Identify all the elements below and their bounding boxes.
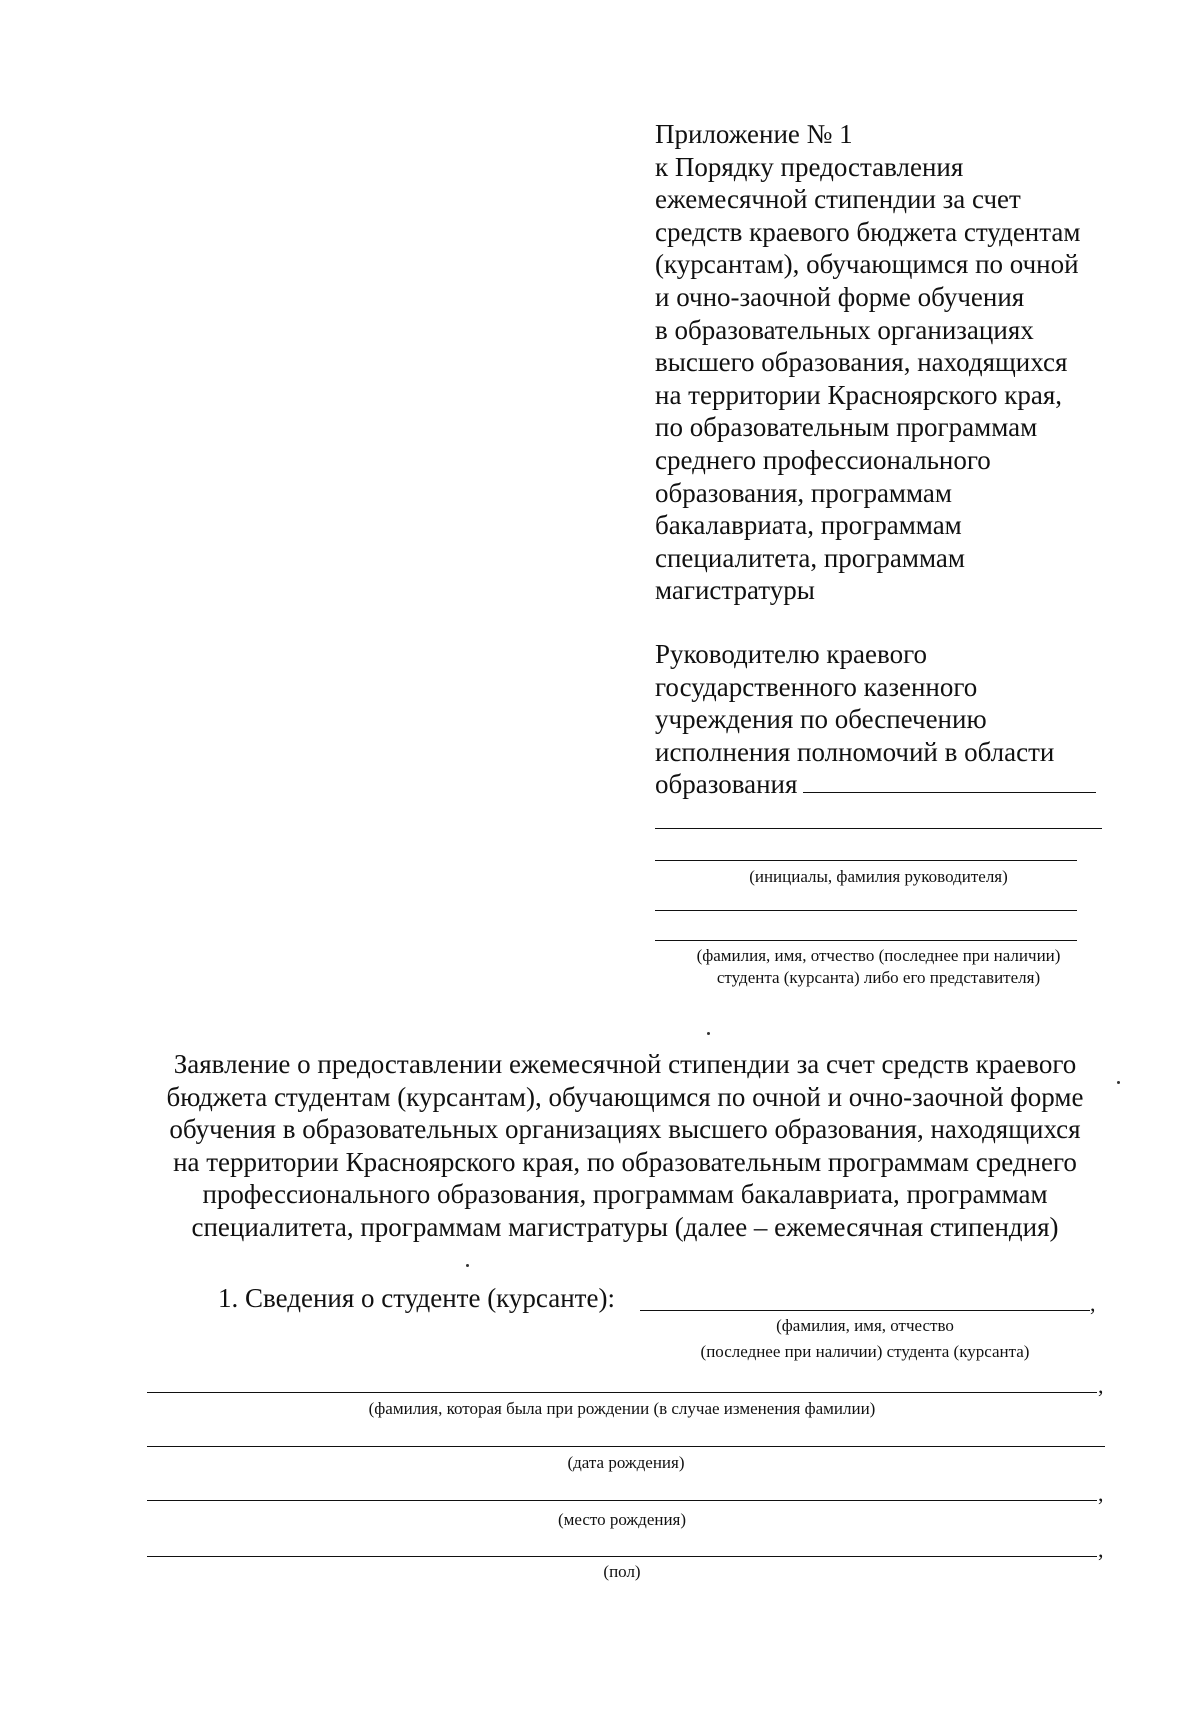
sex-field[interactable] [147, 1556, 1097, 1557]
applicant-caption-2: студента (курсанта) либо его представителя) [716, 968, 1041, 987]
appendix-line: средств краевого бюджета студентам [655, 216, 1081, 247]
institution-name-blank-2[interactable] [655, 828, 1102, 829]
field-comma: , [1098, 1373, 1104, 1398]
appendix-line: Приложение № 1 [655, 119, 853, 149]
appendix-line: бакалавриата, программам [655, 510, 962, 541]
birth-place-field[interactable] [147, 1500, 1097, 1501]
addressee-line: государственного казенного [655, 671, 978, 702]
appendix-line: (курсантам), обучающимся по очной [655, 249, 1079, 280]
addressee-block [655, 638, 1125, 801]
sex-caption: (пол) [603, 1562, 641, 1581]
institution-name-blank[interactable] [803, 772, 1096, 793]
appendix-line: ежемесячной стипендии за счет [655, 184, 1021, 215]
appendix-line: высшего образования, находящихся [655, 347, 1068, 378]
applicant-name-blank-2[interactable] [655, 940, 1077, 941]
student-fio-field[interactable] [640, 1310, 1090, 1311]
appendix-line: магистратуры [655, 575, 815, 606]
application-title [130, 1048, 1120, 1244]
applicant-name-blank[interactable] [655, 910, 1077, 911]
head-name-blank[interactable] [655, 860, 1077, 861]
addressee-line-last [655, 768, 1125, 801]
title-line: на территории Красноярского края, по образовательным программам среднего [173, 1146, 1077, 1177]
title-line: специалитета, программам магистратуры (далее – ежемесячная стипендия) [191, 1211, 1059, 1242]
field-comma: , [1090, 1291, 1096, 1316]
addressee-line: исполнения полномочий в области [655, 736, 1055, 767]
appendix-line: среднего профессионального [655, 444, 991, 475]
appendix-header [655, 118, 1125, 607]
title-line: бюджета студентам (курсантам), обучающимся по очной и очно-заочной форме [166, 1081, 1084, 1112]
birth-surname-caption: (фамилия, которая была при рождении (в случае изменения фамилии) [368, 1399, 876, 1418]
birth-date-caption: (дата рождения) [567, 1453, 685, 1472]
birth-place-caption: (место рождения) [557, 1510, 687, 1529]
appendix-line: и очно-заочной форме обучения [655, 281, 1025, 312]
appendix-line: к Порядку предоставления [655, 151, 964, 182]
field-comma: , [1098, 1537, 1104, 1562]
addressee-line: образования [655, 769, 798, 800]
title-line: профессионального образования, программам бакалавриата, программам [202, 1179, 1048, 1210]
birth-date-field[interactable] [147, 1446, 1105, 1447]
addressee-line: учреждения по обеспечению [655, 704, 987, 735]
head-name-caption: (инициалы, фамилия руководителя) [749, 867, 1008, 886]
applicant-caption-1: (фамилия, имя, отчество (последнее при наличии) [696, 946, 1061, 965]
birth-surname-field[interactable] [147, 1392, 1097, 1393]
appendix-line: в образовательных организациях [655, 314, 1034, 345]
scan-speck [466, 1264, 469, 1267]
field-comma: , [1098, 1481, 1104, 1506]
student-fio-caption-1: (фамилия, имя, отчество [776, 1316, 954, 1335]
addressee-line: Руководителю краевого [655, 639, 927, 669]
title-line: обучения в образовательных организациях высшего образования, находящихся [169, 1114, 1081, 1145]
appendix-line: специалитета, программам [655, 542, 965, 573]
appendix-line: по образовательным программам [655, 412, 1038, 443]
appendix-line: на территории Красноярского края, [655, 379, 1062, 410]
student-fio-caption-2: (последнее при наличии) студента (курсанта) [700, 1342, 1030, 1361]
student-info-label: 1. Сведения о студенте (курсанте): [218, 1283, 615, 1313]
title-line: Заявление о предоставлении ежемесячной стипендии за счет средств краевого [173, 1049, 1077, 1079]
appendix-line: образования, программам [655, 477, 952, 508]
scan-speck [707, 1032, 710, 1035]
